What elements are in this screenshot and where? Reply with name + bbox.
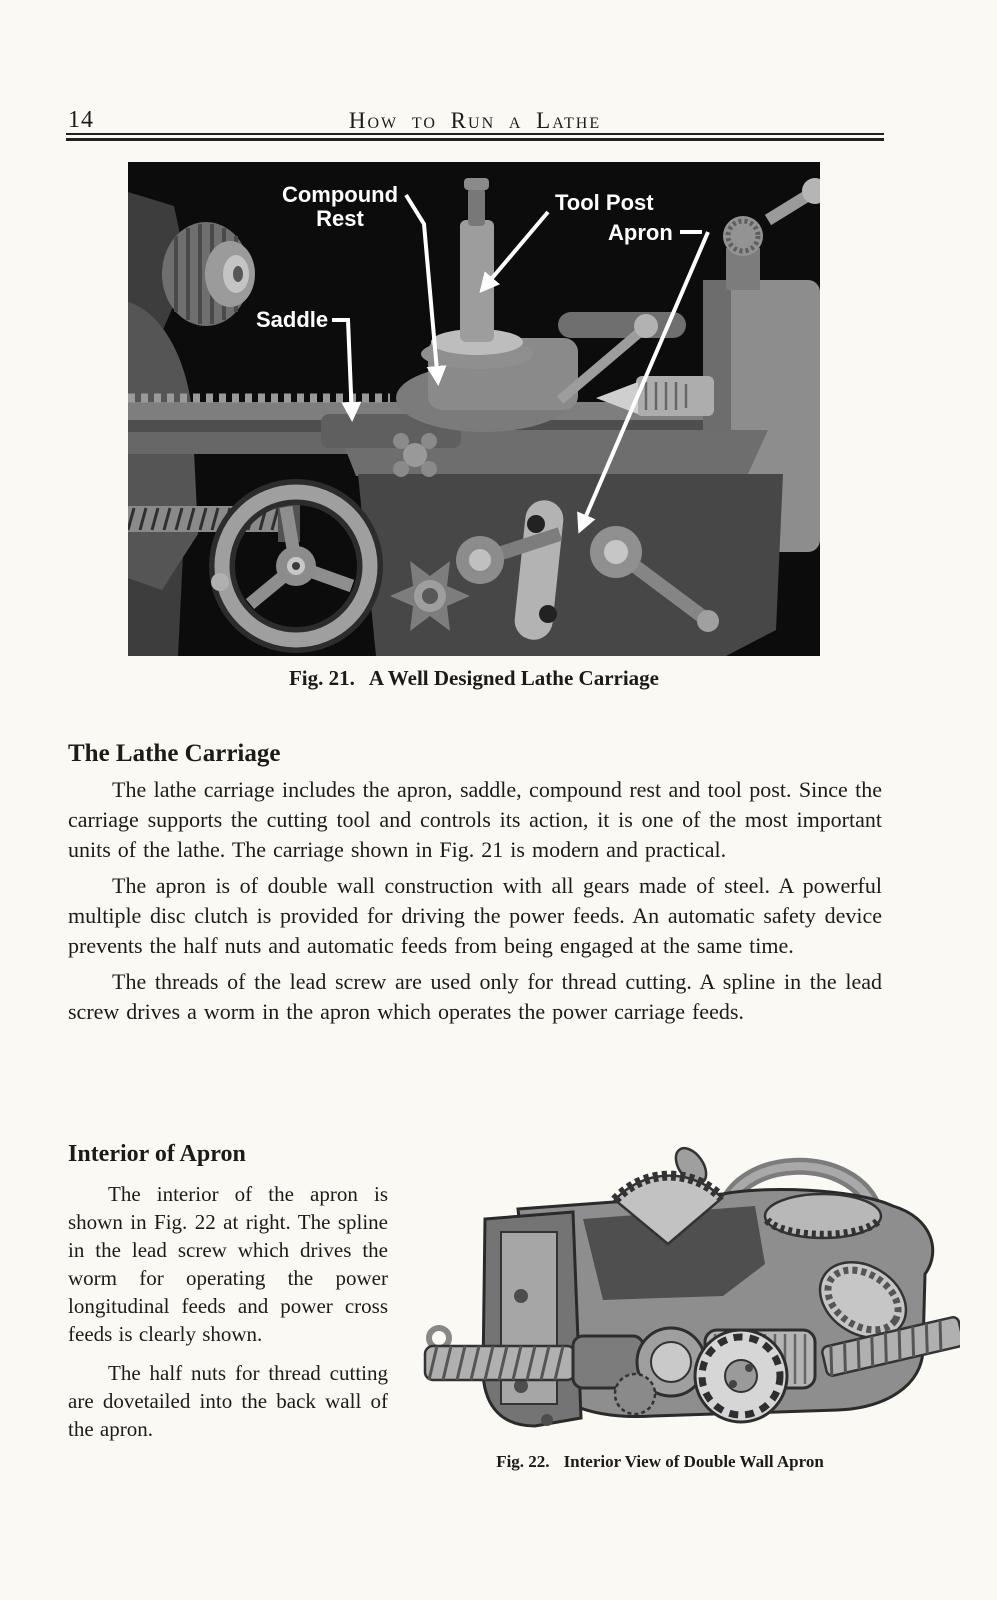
fig21-caption-label: Fig. 21. [288, 666, 355, 690]
photo-label-compound: Compound [281, 182, 399, 207]
fig22-caption-text: Interior View of Double Wall Apron [563, 1452, 824, 1471]
paragraph: The lathe carriage includes the apron, saddle, compound rest and tool post. Since the carriage supports the cutting tool and controls its action, it is one of the most important units of the lathe. The carriage shown in Fig. 21 is modern and practical. [68, 777, 882, 862]
fig21-photo [128, 162, 820, 656]
fig22-caption [400, 1452, 920, 1472]
paragraph: The half nuts for thread cutting are dovetailed into the back wall of the apron. [68, 1361, 388, 1441]
fig21-caption [128, 666, 820, 691]
photo-label-apron: Apron [608, 220, 673, 245]
running-head [66, 98, 884, 134]
fig22-caption-label: Fig. 22. [496, 1452, 550, 1471]
section-heading-interior-of-apron: Interior of Apron [68, 1141, 246, 1167]
photo-label-saddle: Saddle [256, 307, 329, 332]
header-rule-thin [66, 133, 884, 135]
fig22-illustration [423, 1124, 960, 1440]
body-text [68, 739, 882, 1027]
apron-interior-illustration [423, 1124, 960, 1440]
running-title: How to Run a Lathe [348, 108, 602, 133]
header-rule-thick [66, 138, 884, 141]
left-column-text [68, 1180, 388, 1443]
paragraph: The threads of the lead screw are used only for thread cutting. A spline in the lead screw drives a worm in the apron which operates the power carriage feeds. [68, 969, 882, 1024]
page-number: 14 [68, 107, 94, 133]
section-heading-lathe-carriage: The Lathe Carriage [68, 740, 281, 767]
photo-label-rest: Rest [316, 206, 364, 231]
paragraph: The interior of the apron is shown in Fig. 22 at right. The spline in the lead screw which drives the worm for operating the power longitudinal feeds and power cross feeds is clearly shown. [68, 1182, 388, 1346]
paragraph: The apron is of double wall construction with all gears made of steel. A powerful multiple disc clutch is provided for driving the power feeds. An automatic safety device prevents the half nuts and automatic feeds from being engaged at the same time. [68, 873, 882, 958]
lathe-carriage-photo-illustration [128, 162, 820, 656]
fig21-caption-text: A Well Designed Lathe Carriage [368, 666, 659, 690]
photo-label-tool-post: Tool Post [555, 190, 654, 215]
